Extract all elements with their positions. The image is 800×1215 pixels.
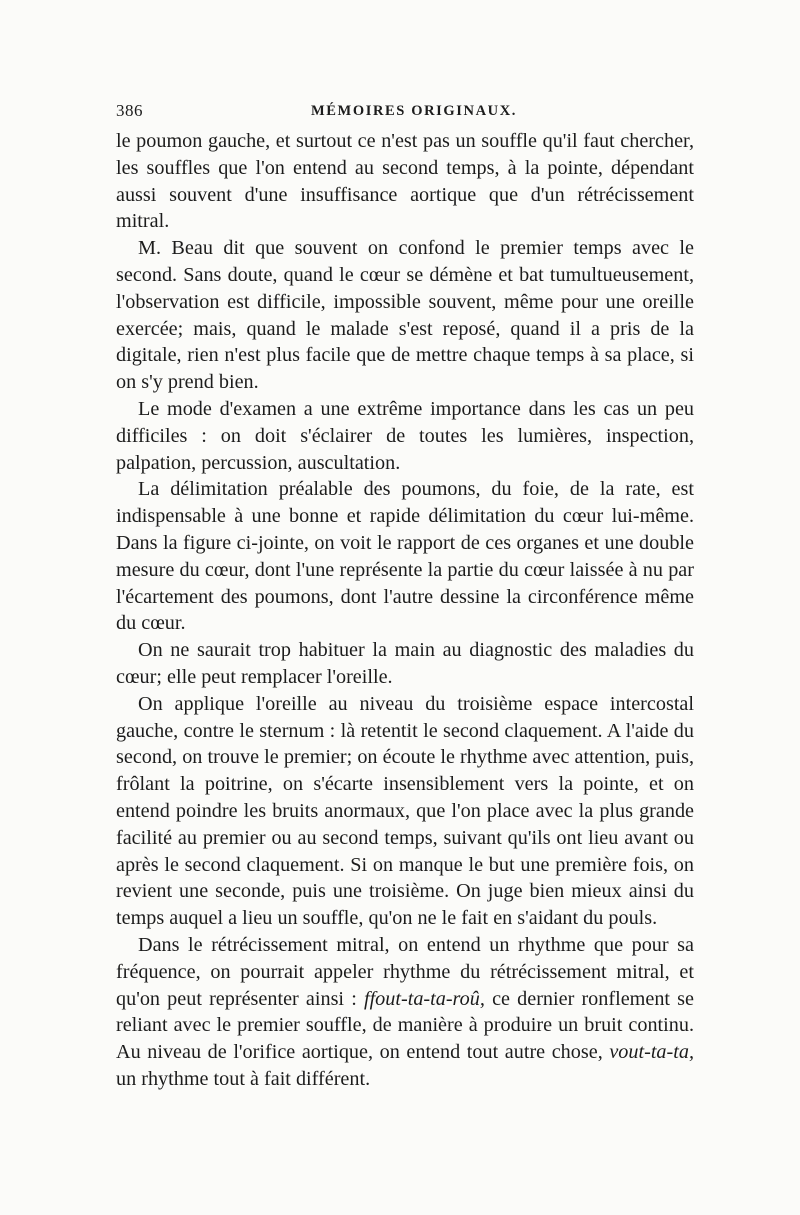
paragraph-segment: Dans le rétrécissement mitral, on entend un rhythme que pour sa fréquence, on pourrait appeler rhythme du rétrécissement mitral, et qu'on peut représenter ainsi : [116, 933, 694, 1010]
paragraph-segment: un rhythme tout à fait différent. [116, 1067, 371, 1090]
onomatopoeia-aortic: vout-ta-ta, [609, 1041, 694, 1064]
body-text [116, 128, 694, 1093]
paragraph: On ne saurait trop habituer la main au diagnostic des maladies du cœur; elle peut remplacer l'oreille. [116, 639, 694, 688]
paragraph: M. Beau dit que souvent on confond le premier temps avec le second. Sans doute, quand le cœur se démène et bat tumultueusement, l'observation est difficile, impossible souvent, même pour une oreille exercée; mais, quand le malade s'est reposé, quand il a pris de la digitale, rien n'est plus facile que de mettre chaque temps à sa place, si on s'y prend bien. [116, 237, 694, 394]
page-number: 386 [116, 101, 143, 120]
paragraph-segment: ce dernier ronflement se reliant avec le premier souffle, de manière à produire un bruit continu. Au niveau de l'orifice aortique, on entend tout autre chose, [116, 987, 695, 1064]
paragraph [116, 932, 694, 1093]
page-header [116, 98, 694, 124]
document-page [116, 98, 694, 1093]
paragraph: On applique l'oreille au niveau du troisième espace intercostal gauche, contre le sternum : là retentit le second claquement. A l'aide du second, on trouve le premier; on écoute le rhythme avec attention, puis, frôlant la poitrine, on s'écarte insensiblement vers la pointe, et on entend poindre les bruits anormaux, que l'on place avec la plus grande facilité au premier ou au second temps, suivant qu'ils ont lieu avant ou après le second claquement. Si on manque le but une première fois, on revient une seconde, puis une troisième. On juge bien mieux ainsi du temps auquel a lieu un souffle, qu'on ne le fait en s'aidant du pouls. [116, 692, 694, 930]
running-title: MÉMOIRES ORIGINAUX. [311, 103, 518, 119]
paragraph: La délimitation préalable des poumons, du foie, de la rate, est indispensable à une bonne et rapide délimitation du cœur lui-même. Dans la figure ci-jointe, on voit le rapport de ces organes et une double mesure du cœur, dont l'une représente la partie du cœur laissée à nu par l'écartement des poumons, dont l'autre dessine la circonférence même du cœur. [116, 478, 694, 635]
paragraph-continuation: le poumon gauche, et surtout ce n'est pas un souffle qu'il faut chercher, les souffles que l'on entend au second temps, à la pointe, dépendant aussi souvent d'une insuffisance aortique que d'un rétrécissement mitral. [116, 130, 694, 233]
paragraph: Le mode d'examen a une extrême importance dans les cas un peu difficiles : on doit s'éclairer de toutes les lumières, inspection, palpation, percussion, auscultation. [116, 397, 694, 474]
onomatopoeia-mitral: ffout-ta-ta-roû, [363, 987, 485, 1010]
